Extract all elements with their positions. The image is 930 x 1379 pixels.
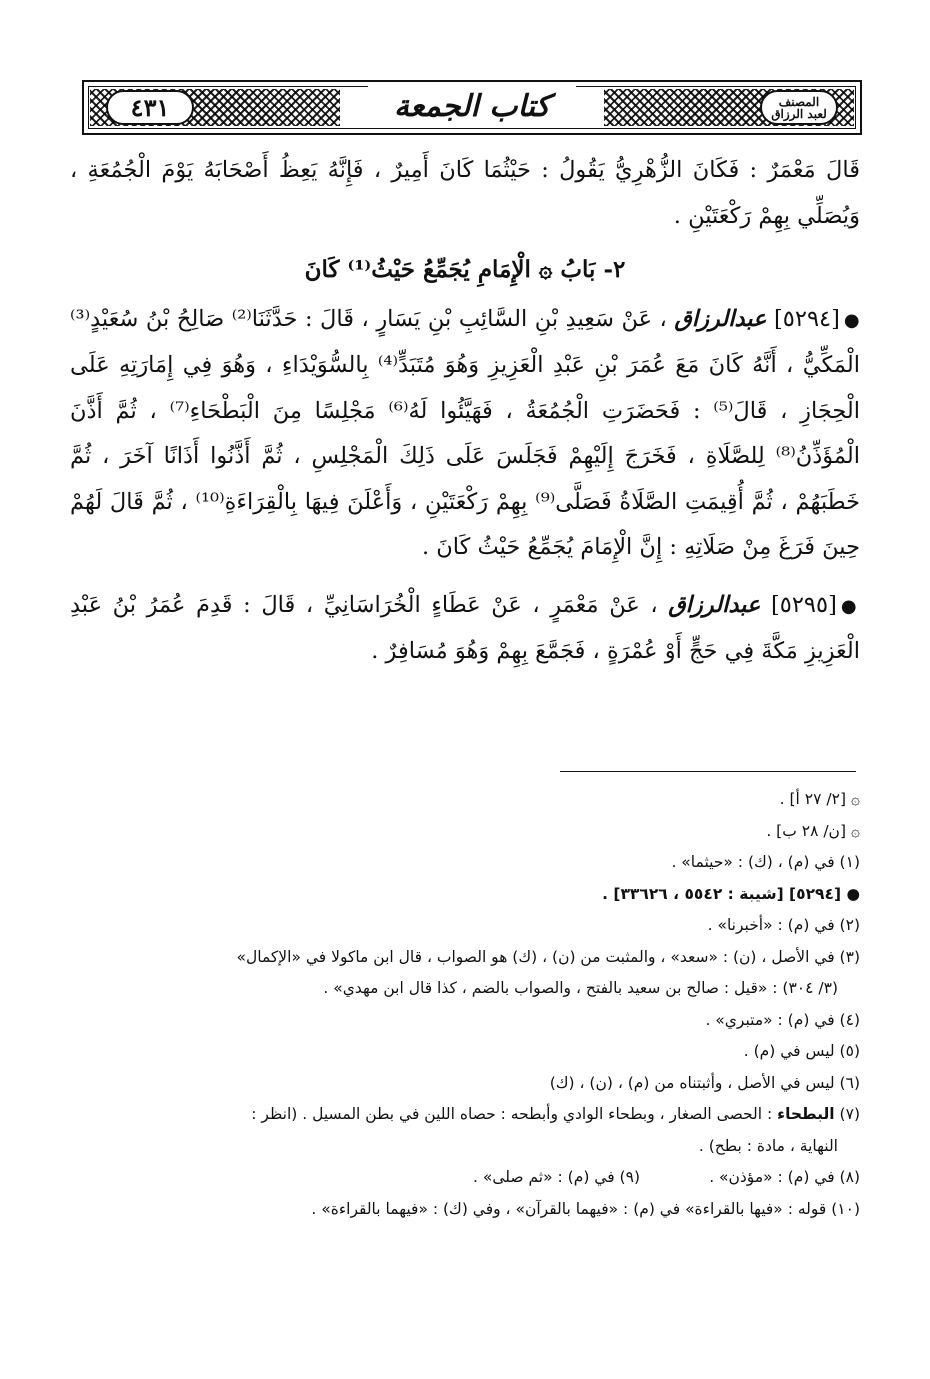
footnote-7-number: (٧): [834, 1105, 860, 1123]
footnote-7: [75, 1099, 860, 1131]
page-number: ٤٣١: [106, 90, 194, 125]
main-text: [70, 148, 860, 675]
footnote-7-text: : الحصى الصغار ، وبطحاء الوادي وأبطحه : حصاه اللين في بطن المسيل . (انظر :: [251, 1105, 773, 1123]
manuscript-marker-1: ۞ [٢/ ٢٧ أ] .: [779, 790, 860, 808]
intro-paragraph: [70, 148, 860, 239]
chapter-title: كتاب الجمعة: [368, 85, 576, 127]
section-heading: ٢- بَابُ ۞ الْإِمَامِ يُجَمِّعُ حَيْثُ⁽¹⁾ كَانَ: [304, 256, 626, 283]
book-label-line1: المصنف: [778, 94, 820, 109]
footnote-3-cont: (٣/ ٣٠٤) : «قيل : صالح بن سعيد بالفتح ، والصواب بالضم ، كذا قال ابن مهدي» .: [323, 979, 838, 997]
hadith-reference: ● [٥٢٩٤] [شيبة : ٥٥٤٢ ، ٣٣٦٢٦] .: [602, 884, 860, 903]
footnote-2: (٢) في (م) : «أخبرنا» .: [707, 916, 860, 934]
footnote-3: (٣) في الأصل ، (ن) : «سعد» ، والمثبت من (ن) ، (ك) هو الصواب ، قال ابن ماكولا في «الإكمال»: [236, 947, 860, 966]
hadith-5295: [70, 583, 860, 675]
hadith-number: [٥٢٩٤]: [774, 305, 840, 332]
hadith-5294: [70, 297, 860, 571]
book-label-line2: لعبد الرزاق: [771, 106, 827, 121]
hadith-text: ، عَنْ سَعِيدِ بْنِ السَّائِبِ بْنِ يَسَارٍ ، قَالَ : حَدَّثَنَا⁽²⁾ صَالِحُ بْنُ سُعَيْدٍ⁽³⁾ الْمَكِّيُّ ، أَنَّهُ كَانَ مَعَ عُمَرَ بْنِ عَبْدِ الْعَزِيزِ وَهُوَ مُتَبَدٍّ⁽⁴⁾ بِالسُّوَيْدَاءِ ، وَهُوَ فِي إِمَارَتِهِ عَلَى الْحِجَازِ ، قَالَ⁽⁵⁾ : فَحَضَرَتِ الْجُمُعَةُ ، فَهَيَّئُوا لَهُ⁽⁶⁾ مَجْلِسًا مِنَ الْبَطْحَاءِ⁽⁷⁾ ، ثُمَّ أَذَّنَ الْمُؤَذِّنُ⁽⁸⁾ لِلصَّلَاةِ ، فَخَرَجَ إِلَيْهِمْ فَجَلَسَ عَلَى ذَلِكَ الْمَجْلِسِ ، ثُمَّ أَذَّنُوا أَذَانًا آخَرَ ، ثُمَّ خَطَبَهُمْ ، ثُمَّ أُقِيمَتِ الصَّلَاةُ فَصَلَّى⁽⁹⁾ بِهِمْ رَكْعَتَيْنِ ، وَأَعْلَنَ فِيهَا بِالْقِرَاءَةِ⁽¹⁰⁾ ، ثُمَّ قَالَ لَهُمْ حِينَ فَرَغَ مِنْ صَلَاتِهِ : إِنَّ الْإِمَامَ يُجَمِّعُ حَيْثُ كَانَ .: [70, 305, 860, 560]
narrator-name: عبدالرزاق: [674, 305, 767, 332]
footnote-1: (١) في (م) ، (ك) : «حيثما» .: [671, 853, 860, 871]
footnote-separator: [560, 771, 856, 772]
footnote-4: (٤) في (م) : «متبري» .: [705, 1010, 860, 1029]
narrator-name: عبدالرزاق: [668, 591, 761, 618]
bullet-icon: ●: [840, 595, 861, 617]
intro-line-2: الْجُمُعَةِ ، وَيُصَلِّي بِهِمْ رَكْعَتَيْنِ .: [70, 157, 860, 229]
footnote-6: (٦) ليس في الأصل ، وأثبتناه من (م) ، (ن) ، (ك): [549, 1073, 860, 1092]
footnote-10: (١٠) قوله : «فيها بالقراءة» في (م) : «فيهما بالقرآن» ، وفي (ك) : «فيهما بالقراءة» .: [311, 1199, 860, 1218]
manuscript-marker-2: ۞ [ن/ ٢٨ ب] .: [766, 821, 860, 840]
footnotes-8-9: [75, 1162, 860, 1194]
footnote-7-cont: النهاية ، مادة : بطح) .: [698, 1136, 838, 1155]
hadith-text: ، عَنْ مَعْمَرٍ ، عَنْ عَطَاءٍ الْخُرَاسَانِيِّ ، قَالَ : قَدِمَ عُمَرُ بْنُ عَبْدِ الْعَزِيزِ مَكَّةَ فِي حَجٍّ أَوْ عُمْرَةٍ ، فَجَمَّعَ بِهِمْ وَهُوَ مُسَافِرٌ .: [70, 591, 860, 664]
page-header: [82, 80, 862, 135]
bullet-icon: ●: [843, 309, 861, 331]
footnote-7-term: البطحاء: [777, 1105, 835, 1123]
footnote-9: (٩) في (م) : «ثم صلى» .: [473, 1168, 640, 1186]
footnote-8: (٨) في (م) : «مؤذن» .: [709, 1168, 860, 1186]
footnote-5: (٥) ليس في (م) .: [743, 1042, 860, 1060]
intro-line-1: قَالَ مَعْمَرٌ : فَكَانَ الزُّهْرِيُّ يَقُولُ : حَيْثُمَا كَانَ أَمِيرٌ ، فَإِنَّهُ يَعِظُ أَصْحَابَهُ يَوْمَ: [161, 157, 860, 183]
hadith-number: [٥٢٩٥]: [770, 591, 837, 618]
book-label: [760, 90, 838, 125]
footnotes: [75, 784, 860, 1225]
